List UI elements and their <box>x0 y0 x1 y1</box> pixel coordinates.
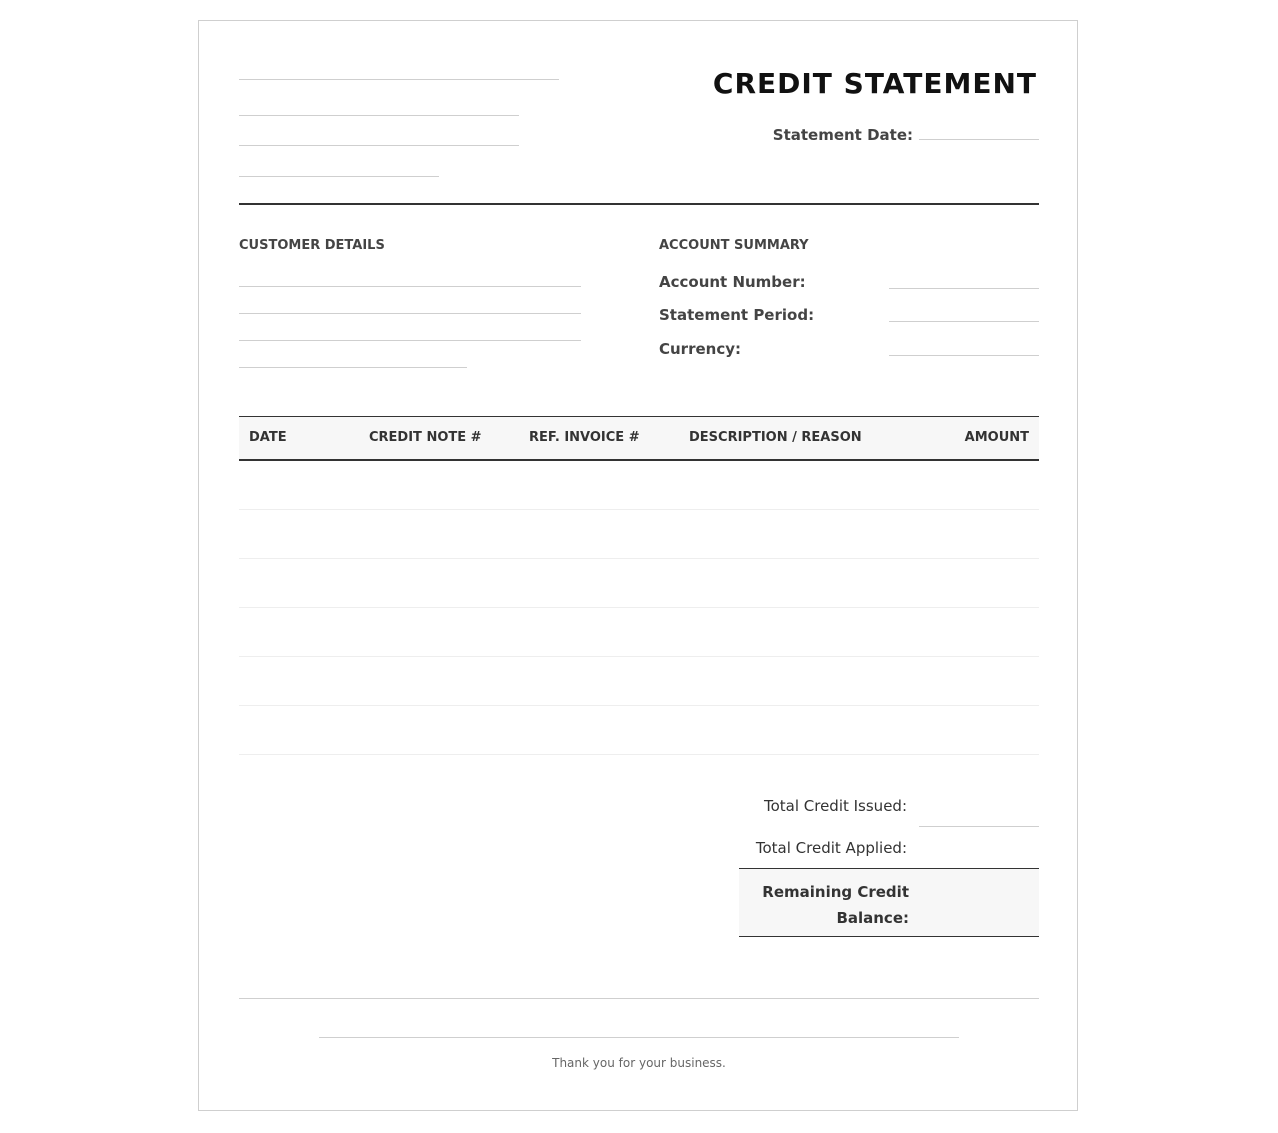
thank-you-note: Thank you for your business. <box>552 1056 726 1070</box>
customer-line-4 <box>239 367 467 368</box>
table-header <box>239 416 1039 461</box>
column-header-description: DESCRIPTION / REASON <box>689 430 862 445</box>
table-row <box>239 608 1039 657</box>
currency-line <box>889 355 1039 356</box>
remaining-credit-balance-label: Remaining Credit Balance: <box>762 883 909 927</box>
statement-date-line <box>919 139 1039 140</box>
company-city-line <box>239 145 519 146</box>
account-number-label: Account Number: <box>659 273 806 291</box>
company-address-line <box>239 115 519 116</box>
table-row <box>239 461 1039 510</box>
total-credit-issued-line <box>919 826 1039 827</box>
total-credit-applied-label: Total Credit Applied: <box>755 839 907 857</box>
column-header-date: DATE <box>249 430 287 445</box>
statement-date-label: Statement Date: <box>772 126 913 144</box>
table-row <box>239 706 1039 755</box>
footer-divider <box>239 998 1039 999</box>
account-summary-heading: ACCOUNT SUMMARY <box>659 238 809 253</box>
remaining-balance-left-rule <box>739 868 919 869</box>
currency-label: Currency: <box>659 340 742 358</box>
column-header-amount: AMOUNT <box>964 430 1029 445</box>
company-name-line <box>239 79 559 80</box>
company-contact-line <box>239 176 439 177</box>
customer-line-1 <box>239 286 581 287</box>
credit-table <box>239 416 1039 755</box>
remaining-credit-balance-row <box>739 868 1039 937</box>
credit-statement-page <box>198 20 1078 1111</box>
customer-line-2 <box>239 313 581 314</box>
table-row <box>239 510 1039 559</box>
total-credit-issued-label: Total Credit Issued: <box>763 797 907 815</box>
header-divider <box>239 203 1039 205</box>
document-title: CREDIT STATEMENT <box>712 67 1037 100</box>
customer-line-3 <box>239 340 581 341</box>
signature-line <box>319 1037 959 1038</box>
column-header-ref-invoice: REF. INVOICE # <box>529 430 640 445</box>
column-header-credit-note: CREDIT NOTE # <box>369 430 482 445</box>
statement-period-label: Statement Period: <box>659 306 815 324</box>
statement-period-line <box>889 321 1039 322</box>
table-row <box>239 559 1039 608</box>
customer-details-heading: CUSTOMER DETAILS <box>239 238 385 253</box>
account-number-line <box>889 288 1039 289</box>
table-row <box>239 657 1039 706</box>
